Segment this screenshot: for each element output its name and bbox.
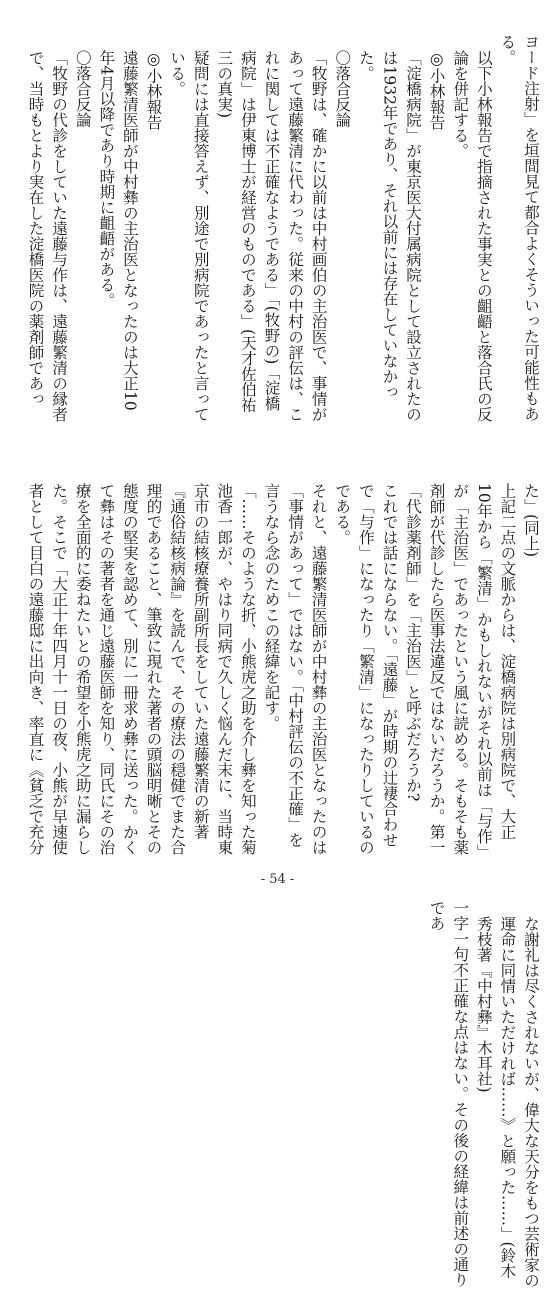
paragraph: ◎小林報告 [144,49,163,130]
page-number: - 54 - [260,872,295,887]
paragraph: 「……そのような折、小熊虎之助を介し彝を知った菊池香一郎が、やはり同病で久しく悩んだ末に、当時東京市の結核療養所副所長をしていた遠藤繁清の新著『通俗結核病論』を読んで、その療法の穏健でまた合理的であること、筆致に現れた著者の頭脳明晰とその態度の堅実を認めて、別に一冊求め彝に送った。かくて彝はその著者を通じ遠藤医師を知り、同氏にその治療を全面的に委ねたいとの希望を小熊虎之助に漏らした。そこで「大正十年四月十一日の夜、小熊が早速使者として目白の遠藤邸に出向き、率直に《貧乏で充分な謝礼は尽くされないが、偉大な天分をもつ芸術家の運命に同情いただければ……》と願った……」(鈴木秀枝著『中村彝』木耳社) [26,482,540,1288]
paragraph: 疑問には直接答えず、別途で別病院であったと言っている。 [168,49,210,422]
paragraph: 上記二点の文脈からは、淀橋病院は別病院で、大正10年から「繁清」かもしれないがそれ以前は「与作」が「主治医」であったという風に読める。そもそも薬剤師が代診したら医事法違反ではないだろうか。第一「代診薬剤師」を「主治医」と呼ぶだろうか? [404,482,517,855]
paragraph: 一字一句不正確な点はない。その後の経緯は前述の通りであ [427,900,470,1288]
paragraph: これでは話にならない。「遠藤」が時期の辻褄合わせで「与作」になったり「繁清」になったりしているのである。 [333,482,399,855]
paragraph: 〇落合反論 [73,49,92,127]
paragraph: それと、遠藤繁清医師が中村彝の主治医となったのは「事情があって」ではない。「中村評伝の不正確」を言うなら念のためこの経緯を記す。 [262,482,328,855]
paragraph: 「牧野の代診をしていた遠藤与作は、遠藤繁清の縁者で、当時もとより実在した淀橋医院の薬剤師であった」(同上) [26,49,540,557]
paragraph: 〇落合反論 [333,49,352,127]
paragraph: 遠藤繁清医師が中村彝の主治医となったのは大正10年4月以降であり時期に齟齬がある。 [97,49,139,411]
paragraph: 「牧野は、確かに以前は中村画伯の主治医で、事情があって遠藤繁清に代わった。従来の中村の評伝は、これに関しては不正確なようである」「(牧野の)「淀橋病院」は伊東博士が経営のものである」(天才佐伯祐三の真実) [215,49,328,422]
paragraph: ヨード注射」を垣間見て都合よくそういった可能性もある。 [498,34,540,422]
paragraph: 以下小林報告で指摘された事実との齟齬と落合氏の反論を併記する。 [451,49,493,422]
paragraph: ◎小林報告 [427,49,446,130]
paragraph: 「淀橋病院」が東京医大付属病院として設立されたのは1932年であり、それ以前には存在していなかった。 [356,49,423,422]
